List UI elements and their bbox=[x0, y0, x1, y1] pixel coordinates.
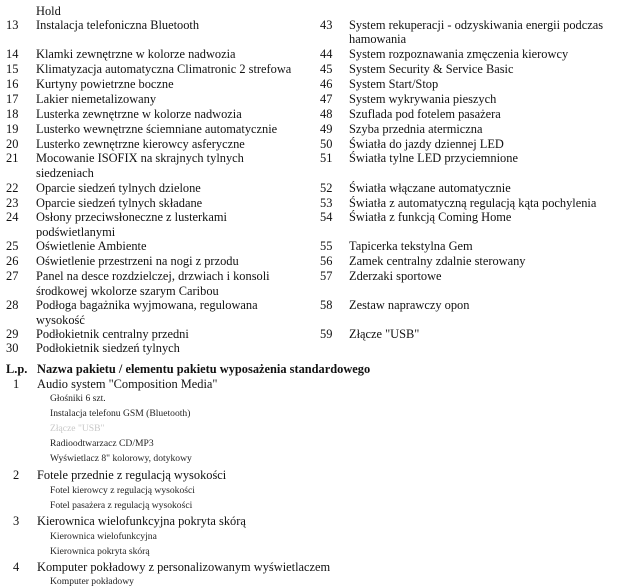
package-subitem: Instalacja telefonu GSM (Bluetooth) bbox=[50, 408, 191, 419]
package-subitem: Kierownica pokryta skórą bbox=[50, 546, 150, 557]
package-subitem: Radioodtwarzacz CD/MP3 bbox=[50, 438, 154, 449]
package-subitem: Fotel pasażera z regulacją wysokości bbox=[50, 500, 193, 511]
package-subitem: Głośniki 6 szt. bbox=[50, 393, 106, 404]
package-subitem: Komputer pokładowy bbox=[50, 576, 134, 587]
package-subitem: Złącze "USB" bbox=[50, 423, 105, 434]
lp-header: L.p. bbox=[6, 362, 28, 376]
package-header-title: Nazwa pakietu / elementu pakietu wyposażenia standardowego bbox=[37, 362, 371, 376]
package-subitem: Fotel kierowcy z regulacją wysokości bbox=[50, 485, 195, 496]
top-fragment: Hold bbox=[36, 4, 61, 18]
package-subitem: Wyświetlacz 8" kolorowy, dotykowy bbox=[50, 453, 192, 464]
equipment-document: Hold 13 Instalacja telefoniczna Bluetooth 14 Klamki zewnętrzne w kolorze nadwozia 15 Klimatyzacja automatyczna Climatronic 2 strefowa 16 Kurtyny powietrzne boczne 17 Lakier niemetalizowany 18 Lusterka zewnętrzne w kolorze nadwozia 19 Lusterko wewnętrzne ściemniane automatycznie 20 Lusterko zewnętrzne kierowcy asferyczne 21 Mocowanie ISOFIX na skrajnych tylnych siedzeniach 22 Oparcie siedzeń tylnych dzielone 23 Oparcie siedzeń tylnych składane 24 Osłony przeciwsłoneczne z lusterkami podświetlanymi 25 Oświetlenie Ambiente 26 Oświetlenie przestrzeni na nogi z przodu 27 Panel na desce rozdzielczej, drzwiach i konsoli środkowej wkolorze szarym Caribou 28 Podłoga bagażnika wyjmowana, regulowana wysokość 29 Podłokietnik centralny przedni 30 Podłokietnik siedzeń tylnych 43 System rekuperacji - odzyskiwania energii podczas hamowania 44 System rozpoznawania zmęczenia kierowcy 45 System Security & Service Basic 46 System Start/Stop 47 System wykrywania pieszych 48 Szuflada pod fotelem pasażera 49 Szyba przednia atermiczna 50 Światła do jazdy dziennej LED 51 Światła tylne LED przyciemnione 52 Światła włączane automatycznie 53 Światła z automatyczną regulacją kąta pochylenia 54 Światła z funkcją Coming Home 55 Tapicerka tekstylna Gem 56 Zamek centralny zdalnie sterowany 57 Zderzaki sportowe 58 Zestaw naprawczy opon 59 Złącze "USB" L.p. Nazwa pakietu / elementu pakietu wyposażenia standardowego 1 Audio system "Composition Media" Głośniki 6 szt. Instalacja telefonu GSM (Bluetooth) Złącze "USB" Radioodtwarzacz CD/MP3 Wyświetlacz 8" kolorowy, dotykowy 2 Fotele przednie z regulacją wysokości Fotel kierowcy z regulacją wysokości Fotel pasażera z regulacją wysokości 3 Kierownica wielofunkcyjna pokryta skórą Kierownica wielofunkcyjna Kierownica pokryta skórą 4 Komputer pokładowy z personalizowanym wyświetlaczem Komputer pokładowy bbox=[6, 4, 604, 587]
package-subitem: Kierownica wielofunkcyjna bbox=[50, 531, 157, 542]
